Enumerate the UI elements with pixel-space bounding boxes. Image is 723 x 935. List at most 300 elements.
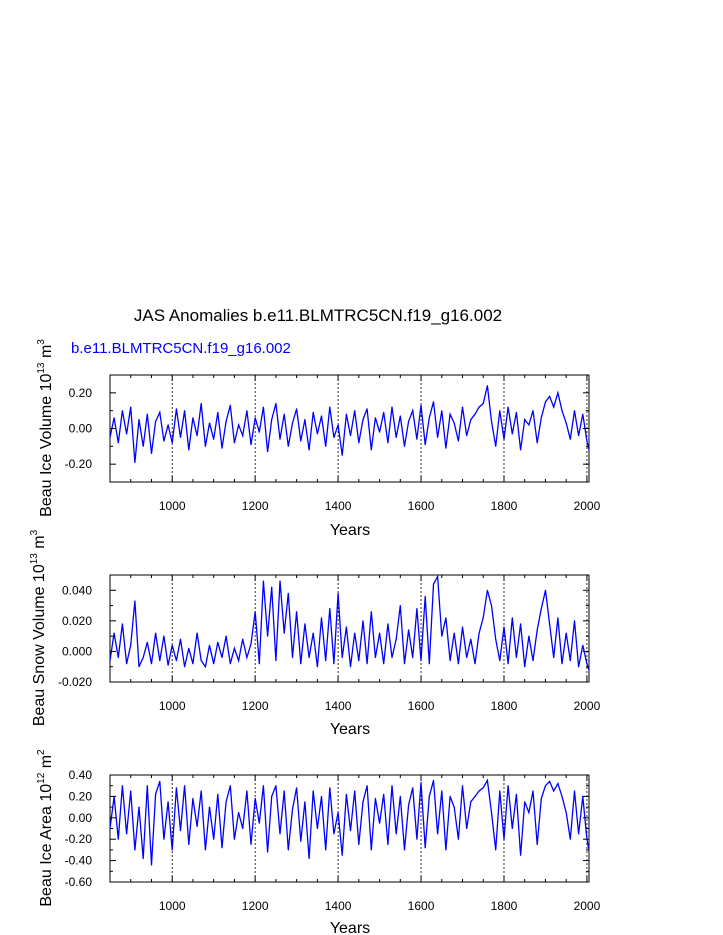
data-point (450, 414, 451, 415)
data-point (483, 617, 484, 618)
data-point (512, 433, 513, 434)
data-point (192, 663, 193, 664)
data-point (197, 435, 198, 436)
data-point (545, 785, 546, 786)
y-tick-label: 0.20 (68, 789, 92, 804)
data-point (578, 666, 579, 667)
data-point (441, 410, 442, 411)
data-point (147, 785, 148, 786)
data-point (487, 780, 488, 781)
data-point (321, 617, 322, 618)
y-tick-label: -0.20 (64, 832, 92, 847)
data-point (201, 403, 202, 404)
data-point (537, 442, 538, 443)
data-point (242, 435, 243, 436)
data-point (197, 633, 198, 634)
data-point (437, 833, 438, 834)
data-point (338, 812, 339, 813)
data-point (425, 596, 426, 597)
data-point (404, 849, 405, 850)
data-point (437, 437, 438, 438)
data-point (159, 412, 160, 413)
data-point (184, 410, 185, 411)
data-point (524, 801, 525, 802)
data-point (362, 419, 363, 420)
data-point (309, 858, 310, 859)
data-point (429, 796, 430, 797)
data-point (454, 423, 455, 424)
data-point (508, 785, 509, 786)
data-point (375, 798, 376, 799)
data-point (333, 663, 334, 664)
data-point (483, 787, 484, 788)
data-point (474, 796, 475, 797)
data-point (325, 849, 326, 850)
data-point (255, 611, 256, 612)
data-point (163, 839, 164, 840)
data-point (354, 633, 355, 634)
data-point (350, 830, 351, 831)
data-point (184, 785, 185, 786)
data-point (279, 581, 280, 582)
x-tick-label: 1600 (407, 899, 435, 913)
data-point (470, 801, 471, 802)
data-point (296, 611, 297, 612)
data-point (412, 657, 413, 658)
data-point (433, 780, 434, 781)
data-point (197, 826, 198, 827)
data-point (271, 419, 272, 420)
data-point (528, 424, 529, 425)
series-line (110, 780, 589, 865)
data-point (375, 417, 376, 418)
data-point (313, 790, 314, 791)
data-point (118, 442, 119, 443)
data-point (400, 605, 401, 606)
data-point (425, 444, 426, 445)
data-point (275, 660, 276, 661)
data-point (342, 657, 343, 658)
data-point (292, 423, 293, 424)
data-point (284, 790, 285, 791)
data-point (168, 665, 169, 666)
data-point (155, 421, 156, 422)
data-point (520, 623, 521, 624)
data-point (454, 633, 455, 634)
data-point (304, 419, 305, 420)
plot-frame (110, 575, 589, 682)
data-point (358, 660, 359, 661)
data-point (180, 830, 181, 831)
data-point (147, 414, 148, 415)
data-point (221, 657, 222, 658)
y-tick-label: 0.00 (68, 810, 92, 825)
series-line (110, 386, 589, 463)
data-point (553, 790, 554, 791)
data-point (528, 636, 529, 637)
data-point (466, 657, 467, 658)
panel-ice-area (36, 749, 601, 935)
data-point (284, 633, 285, 634)
data-point (122, 623, 123, 624)
data-point (163, 440, 164, 441)
data-point (358, 442, 359, 443)
data-point (487, 385, 488, 386)
data-point (458, 440, 459, 441)
data-point (582, 645, 583, 646)
data-point (396, 437, 397, 438)
data-point (176, 408, 177, 409)
data-point (474, 663, 475, 664)
y-tick-label: 0.040 (61, 583, 92, 598)
data-point (528, 812, 529, 813)
data-point (163, 636, 164, 637)
data-point (275, 403, 276, 404)
data-point (367, 785, 368, 786)
data-point (246, 657, 247, 658)
data-point (255, 417, 256, 418)
y-tick-label: -0.020 (57, 675, 92, 689)
data-point (553, 657, 554, 658)
data-point (379, 823, 380, 824)
data-point (396, 833, 397, 834)
data-point (230, 663, 231, 664)
data-point (333, 833, 334, 834)
data-point (263, 581, 264, 582)
data-point (387, 623, 388, 624)
data-point (570, 660, 571, 661)
data-point (309, 449, 310, 450)
data-point (267, 636, 268, 637)
data-point (532, 790, 533, 791)
data-point (176, 660, 177, 661)
data-point (130, 790, 131, 791)
data-point (433, 401, 434, 402)
data-point (122, 785, 123, 786)
data-point (346, 794, 347, 795)
data-point (549, 781, 550, 782)
x-tick-label: 2000 (573, 899, 601, 913)
data-point (205, 666, 206, 667)
data-point (387, 442, 388, 443)
data-point (238, 812, 239, 813)
data-point (420, 405, 421, 406)
x-tick-label: 1000 (158, 699, 186, 713)
data-point (383, 412, 384, 413)
data-point (367, 408, 368, 409)
data-point (209, 807, 210, 808)
y-axis-label: Beau Snow Volume $10^{13}$ $m^3$ (29, 529, 48, 727)
data-point (508, 663, 509, 664)
data-point (246, 790, 247, 791)
data-point (495, 446, 496, 447)
data-point (371, 611, 372, 612)
data-point (338, 593, 339, 594)
data-point (570, 839, 571, 840)
data-point (209, 645, 210, 646)
data-point (109, 660, 110, 661)
data-point (288, 593, 289, 594)
data-point (138, 807, 139, 808)
data-point (155, 794, 156, 795)
data-point (325, 446, 326, 447)
data-point (118, 657, 119, 658)
data-point (205, 849, 206, 850)
data-point (321, 796, 322, 797)
data-point (470, 639, 471, 640)
data-point (284, 414, 285, 415)
data-point (412, 410, 413, 411)
data-point (300, 440, 301, 441)
data-point (329, 787, 330, 788)
x-tick-label: 1800 (490, 499, 518, 513)
data-point (114, 417, 115, 418)
data-point (566, 812, 567, 813)
data-point (333, 437, 334, 438)
data-point (458, 839, 459, 840)
data-point (561, 663, 562, 664)
data-point (138, 666, 139, 667)
data-point (445, 617, 446, 618)
data-point (408, 629, 409, 630)
data-point (267, 451, 268, 452)
data-point (122, 410, 123, 411)
data-point (234, 442, 235, 443)
data-point (574, 620, 575, 621)
data-point (391, 785, 392, 786)
data-point (566, 633, 567, 634)
data-point (329, 608, 330, 609)
data-point (188, 449, 189, 450)
data-point (553, 407, 554, 408)
data-point (134, 462, 135, 463)
data-point (205, 446, 206, 447)
y-tick-label: 0.00 (68, 421, 92, 436)
data-point (512, 828, 513, 829)
data-point (321, 415, 322, 416)
data-point (420, 782, 421, 783)
data-point (172, 849, 173, 850)
data-point (317, 828, 318, 829)
data-point (404, 446, 405, 447)
data-point (466, 828, 467, 829)
data-point (304, 801, 305, 802)
data-point (429, 663, 430, 664)
data-point (503, 839, 504, 840)
data-point (143, 446, 144, 447)
data-point (317, 433, 318, 434)
data-point (441, 790, 442, 791)
data-point (151, 864, 152, 865)
x-tick-label: 1000 (158, 899, 186, 913)
data-point (379, 633, 380, 634)
data-point (367, 663, 368, 664)
data-point (408, 804, 409, 805)
data-point (275, 785, 276, 786)
data-point (479, 407, 480, 408)
data-point (292, 809, 293, 810)
data-point (545, 590, 546, 591)
data-point (147, 642, 148, 643)
data-point (192, 417, 193, 418)
data-point (566, 423, 567, 424)
data-point (279, 439, 280, 440)
data-point (325, 660, 326, 661)
data-point (271, 587, 272, 588)
data-point (138, 419, 139, 420)
data-point (549, 623, 550, 624)
data-point (400, 415, 401, 416)
vertical-gridlines (172, 375, 587, 482)
data-point (557, 392, 558, 393)
data-point (541, 417, 542, 418)
x-tick-label: 1400 (324, 899, 352, 913)
y-axis-label: Beau Ice Volume $10^{13}$ $m^3$ (36, 339, 55, 517)
data-point (549, 396, 550, 397)
data-point (250, 844, 251, 845)
panel-snow-volume (29, 529, 601, 738)
data-point (516, 412, 517, 413)
data-point (503, 439, 504, 440)
data-point (495, 639, 496, 640)
data-point (437, 576, 438, 577)
data-point (466, 435, 467, 436)
data-point (155, 633, 156, 634)
data-point (350, 435, 351, 436)
data-point (271, 796, 272, 797)
data-point (313, 412, 314, 413)
data-point (242, 639, 243, 640)
y-tick-label: 0.020 (61, 613, 92, 628)
data-point (226, 636, 227, 637)
data-point (445, 448, 446, 449)
data-point (524, 666, 525, 667)
data-point (561, 410, 562, 411)
data-point (213, 663, 214, 664)
data-point (230, 405, 231, 406)
data-point (143, 657, 144, 658)
data-point (541, 608, 542, 609)
x-tick-label: 1200 (241, 699, 269, 713)
data-point (362, 620, 363, 621)
data-point (188, 844, 189, 845)
data-point (383, 794, 384, 795)
data-point (537, 844, 538, 845)
data-point (479, 633, 480, 634)
data-point (180, 437, 181, 438)
data-point (130, 645, 131, 646)
data-point (180, 639, 181, 640)
data-point (259, 663, 260, 664)
data-point (279, 833, 280, 834)
data-point (134, 600, 135, 601)
data-point (172, 442, 173, 443)
data-point (508, 407, 509, 408)
data-point (134, 849, 135, 850)
data-point (184, 666, 185, 667)
x-tick-label: 1000 (158, 499, 186, 513)
data-point (109, 437, 110, 438)
data-point (391, 407, 392, 408)
data-point (126, 833, 127, 834)
data-point (512, 617, 513, 618)
data-point (588, 669, 589, 670)
data-point (172, 645, 173, 646)
data-point (226, 801, 227, 802)
data-point (462, 626, 463, 627)
data-point (126, 663, 127, 664)
x-tick-label: 1400 (324, 699, 352, 713)
data-point (313, 633, 314, 634)
data-point (371, 449, 372, 450)
data-point (300, 841, 301, 842)
data-point (391, 657, 392, 658)
data-point (234, 648, 235, 649)
data-point (375, 657, 376, 658)
data-point (462, 407, 463, 408)
data-point (159, 660, 160, 661)
y-tick-label: 0.40 (68, 768, 92, 782)
data-point (159, 781, 160, 782)
data-point (532, 660, 533, 661)
data-point (362, 801, 363, 802)
data-point (259, 823, 260, 824)
data-point (537, 629, 538, 630)
data-point (458, 663, 459, 664)
data-point (168, 801, 169, 802)
data-point (499, 790, 500, 791)
data-point (586, 663, 587, 664)
data-point (516, 657, 517, 658)
data-point (516, 794, 517, 795)
data-point (126, 433, 127, 434)
data-point (296, 787, 297, 788)
data-point (304, 623, 305, 624)
data-point (209, 423, 210, 424)
data-point (479, 790, 480, 791)
data-point (114, 633, 115, 634)
data-point (462, 785, 463, 786)
data-point (483, 403, 484, 404)
data-point (588, 449, 589, 450)
data-point (420, 660, 421, 661)
x-tick-label: 1400 (324, 499, 352, 513)
data-point (491, 421, 492, 422)
data-point (242, 828, 243, 829)
data-point (292, 657, 293, 658)
y-tick-label: 0.20 (68, 385, 92, 400)
data-point (346, 414, 347, 415)
data-point (238, 424, 239, 425)
data-point (470, 419, 471, 420)
data-point (396, 639, 397, 640)
x-axis-label: Years (329, 920, 371, 935)
data-point (296, 408, 297, 409)
data-point (379, 432, 380, 433)
data-point (491, 605, 492, 606)
data-point (342, 455, 343, 456)
data-point (118, 839, 119, 840)
data-point (217, 794, 218, 795)
data-point (454, 807, 455, 808)
data-point (524, 419, 525, 420)
data-point (263, 785, 264, 786)
data-point (201, 660, 202, 661)
y-axis-label: Beau Ice Area $10^{12}$ $m^2$ (36, 749, 55, 907)
data-point (217, 642, 218, 643)
data-point (151, 453, 152, 454)
data-point (429, 417, 430, 418)
